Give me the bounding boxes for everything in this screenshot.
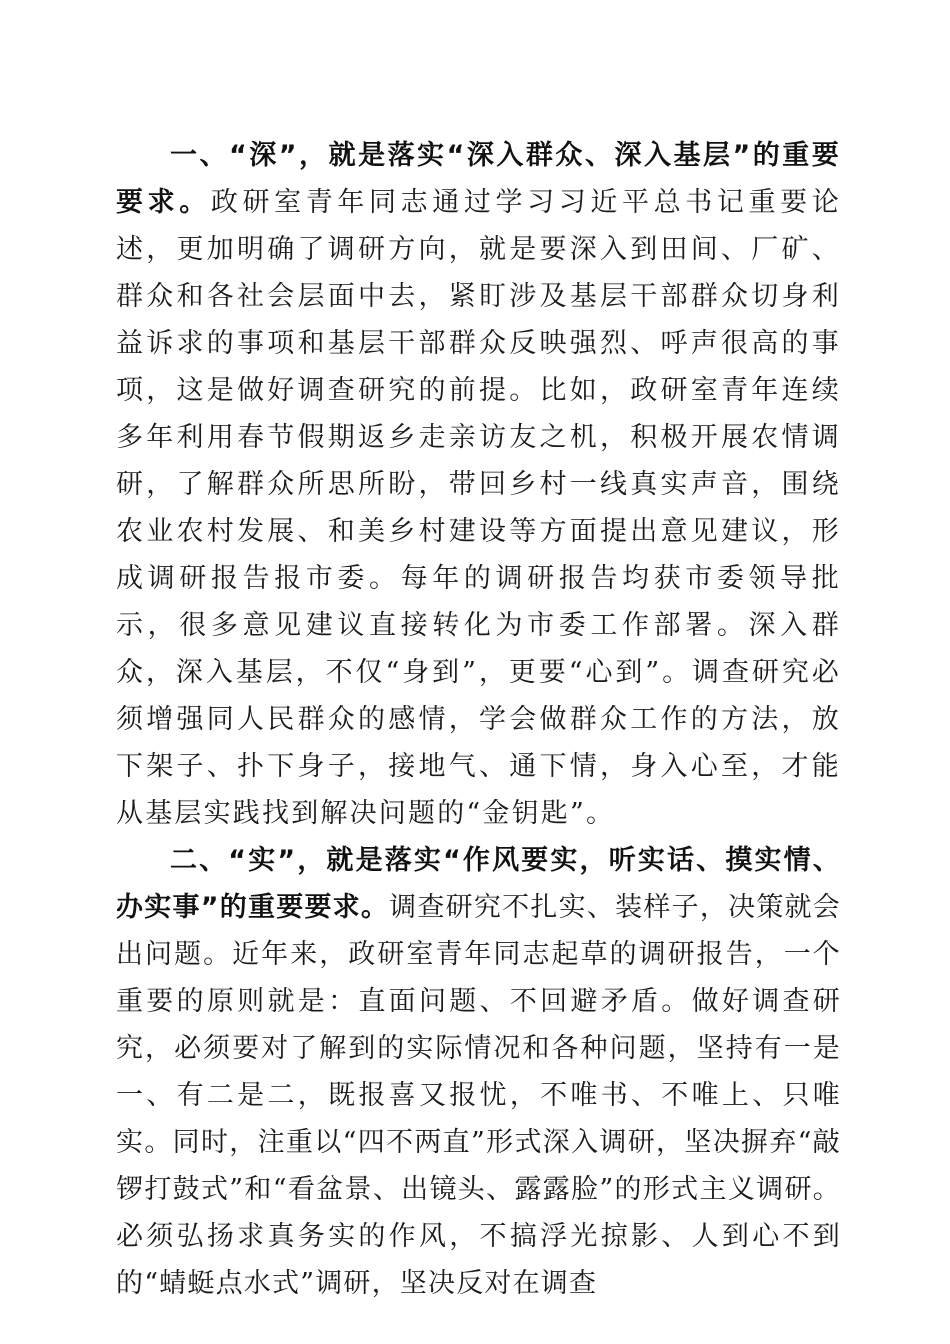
section-heading-1: 一、“深”，就是落实“深入群众、深入基层”的重要要求。 [116,140,841,218]
section-paragraph-2 [116,837,841,1307]
document-page [116,132,841,1307]
section-body-2: 调查研究不扎实、装样子，决策就会出问题。近年来，政研室青年同志起草的调研报告，一个重要的原则就是：直面问题、不回避矛盾。做好调查研究，必须要对了解到的实际情况和各种问题，坚持有一是一、有二是二，既报喜又报忧，不唯书、不唯上、只唯实。同时，注重以“四不两直”形式深入调研，坚决摒弃“敲锣打鼓式”和“看盆景、出镜头、露露脸”的形式主义调研。必须弘扬求真务实的作风，不搞浮光掠影、人到心不到的“蜻蜓点水式”调研，坚决反对在调查 [116,892,841,1299]
section-heading-2: 二、“实”，就是落实“作风要实，听实话、摸实情、办实事”的重要要求。 [116,845,841,923]
section-body-1: 政研室青年同志通过学习习近平总书记重要论述，更加明确了调研方向，就是要深入到田间、厂矿、群众和各社会层面中去，紧盯涉及基层干部群众切身利益诉求的事项和基层干部群众反映强烈、呼声很高的事项，这是做好调查研究的前提。比如，政研室青年连续多年利用春节假期返乡走亲访友之机，积极开展农情调研，了解群众所思所盼，带回乡村一线真实声音，围绕农业农村发展、和美乡村建设等方面提出意见建议，形成调研报告报市委。每年的调研报告均获市委领导批示，很多意见建议直接转化为市委工作部署。深入群众，深入基层，不仅“身到”，更要“心到”。调查研究必须增强同人民群众的感情，学会做群众工作的方法，放下架子、扑下身子，接地气、通下情，身入心至，才能从基层实践找到解决问题的“金钥匙”。 [116,187,841,829]
section-paragraph-1 [116,132,841,837]
